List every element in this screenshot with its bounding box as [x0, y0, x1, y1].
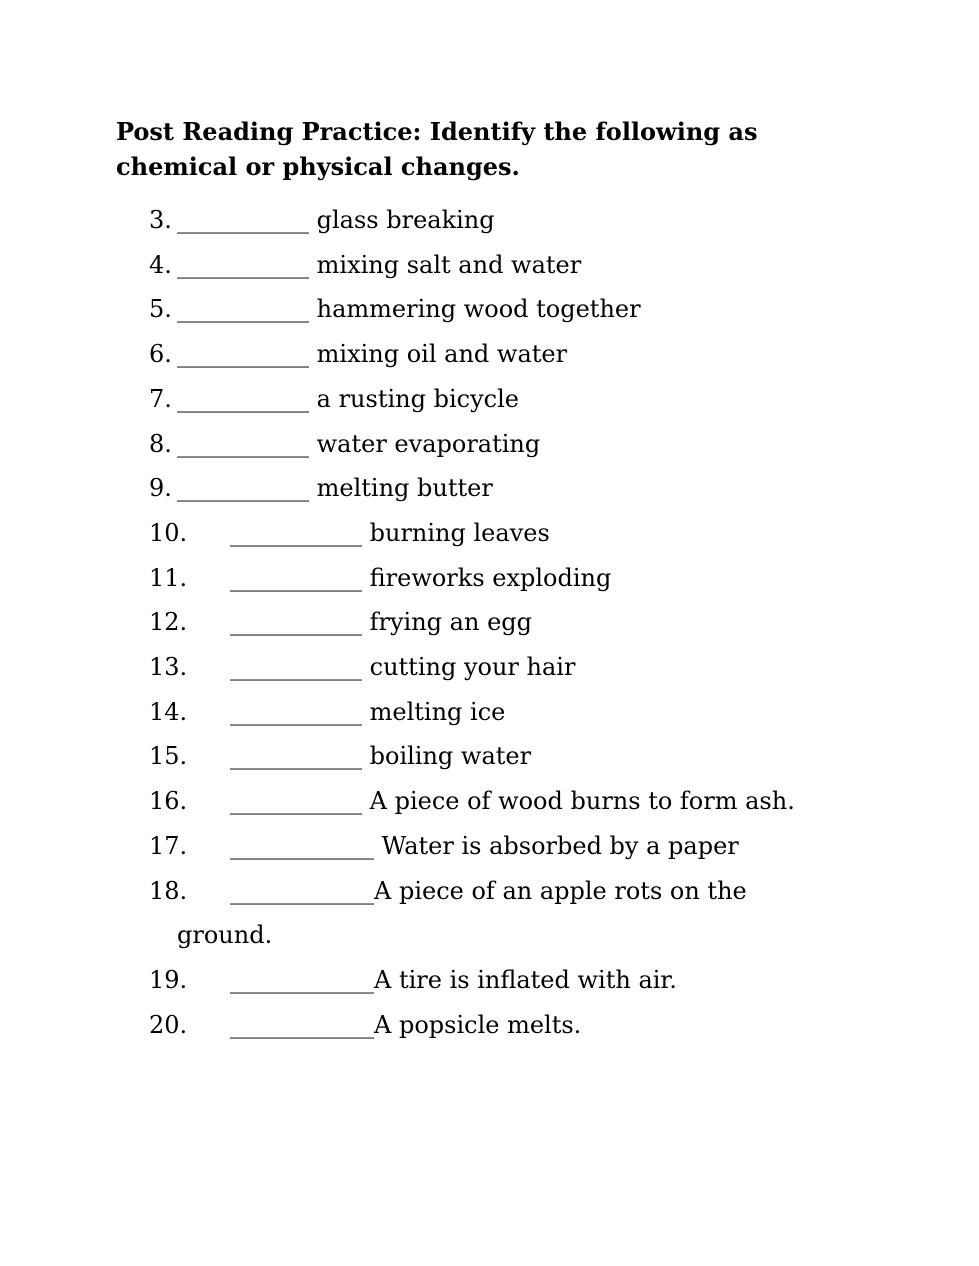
question-text: Water is absorbed by a paper	[374, 831, 739, 860]
answer-blank: ___________	[177, 340, 309, 369]
answer-blank: ____________	[230, 965, 374, 994]
question-item: 15.___________ boiling water	[149, 734, 909, 779]
answer-blank: ___________	[230, 518, 362, 547]
page-title	[116, 114, 876, 184]
question-item: 12. ___________ frying an egg	[149, 600, 909, 645]
question-text: a rusting bicycle	[309, 384, 519, 413]
question-text: boiling water	[362, 742, 532, 771]
answer-blank: ___________	[177, 206, 309, 234]
answer-blank: ___________	[230, 608, 362, 637]
answer-blank: ____________	[230, 876, 374, 905]
question-text: A popsicle melts.	[374, 1010, 582, 1039]
question-text: A tire is inflated with air.	[374, 965, 677, 994]
answer-blank: ___________	[177, 429, 309, 458]
question-text: mixing salt and water	[309, 250, 582, 279]
question-text: melting butter	[309, 474, 493, 503]
question-text: A piece of an apple rots on the	[374, 876, 747, 905]
answer-blank: ___________	[177, 384, 309, 413]
question-item: 4. ___________ mixing salt and water	[149, 243, 909, 288]
question-item: 5. ___________ hammering wood together	[149, 287, 909, 332]
answer-blank: ___________	[177, 250, 309, 279]
question-item: 10. ___________ burning leaves	[149, 511, 909, 556]
question-text: glass breaking	[309, 206, 495, 234]
question-item: 13.___________ cutting your hair	[149, 645, 909, 690]
question-continuation: ground.	[177, 921, 273, 950]
question-text: water evaporating	[309, 429, 541, 458]
question-item: 11. ___________ fireworks exploding	[149, 556, 909, 601]
answer-blank: ____________	[230, 831, 374, 860]
answer-blank: ___________	[230, 742, 362, 771]
question-item: 9. ___________ melting butter	[149, 466, 909, 511]
question-item: 17. ____________ Water is absorbed by a paper	[149, 824, 909, 869]
question-list	[149, 198, 909, 1092]
question-item	[149, 1047, 909, 1092]
question-text: A piece of wood burns to form ash.	[362, 787, 795, 816]
question-item: 7. ___________ a rusting bicycle	[149, 377, 909, 422]
answer-blank: ___________	[230, 563, 362, 592]
title-line-1: Post Reading Practice: Identify the following as	[116, 117, 758, 146]
answer-blank: ___________	[230, 787, 362, 816]
answer-blank: ___________	[230, 653, 362, 682]
question-item: 20. ____________A popsicle melts.	[149, 1003, 909, 1048]
answer-blank: ___________	[177, 295, 309, 324]
title-line-2: chemical or physical changes.	[116, 152, 520, 181]
answer-blank: ____________	[230, 1010, 374, 1039]
question-text: cutting your hair	[362, 653, 576, 682]
question-item: 8. ___________ water evaporating	[149, 422, 909, 467]
question-text: melting ice	[362, 697, 506, 726]
answer-blank: ___________	[177, 474, 309, 503]
question-text: mixing oil and water	[309, 340, 568, 369]
question-item: 16. ___________ A piece of wood burns to form ash.	[149, 779, 909, 824]
question-item: 14. ___________ melting ice	[149, 690, 909, 735]
question-item: 19.____________A tire is inflated with air.	[149, 958, 909, 1003]
question-item: 6. ___________ mixing oil and water	[149, 332, 909, 377]
question-item: 3. ___________ glass breaking	[149, 198, 909, 243]
question-text: hammering wood together	[309, 295, 641, 324]
question-text: fireworks exploding	[362, 563, 612, 592]
question-text: burning leaves	[362, 518, 550, 547]
question-item: 18. ____________A piece of an apple rots on the	[149, 869, 909, 914]
question-text: frying an egg	[362, 608, 532, 637]
answer-blank: ___________	[230, 697, 362, 726]
